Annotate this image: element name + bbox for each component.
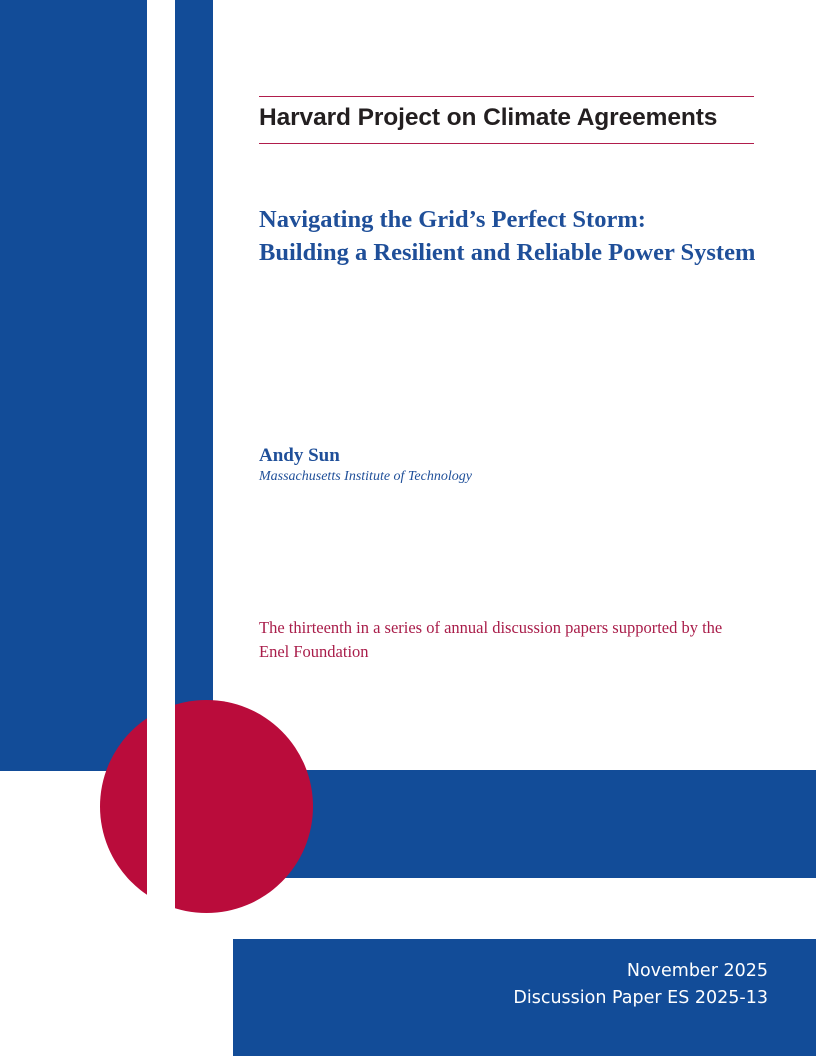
author-name: Andy Sun xyxy=(259,445,340,466)
paper-title-line-2: Building a Resilient and Reliable Power System xyxy=(259,239,756,266)
red-circle-graphic xyxy=(100,700,313,913)
publication-date: November 2025 xyxy=(626,961,768,981)
series-note xyxy=(259,616,779,664)
series-note-line-1: The thirteenth in a series of annual discussion papers supported by the xyxy=(259,618,723,637)
footer-text xyxy=(513,958,768,1012)
header-top-rule xyxy=(259,96,754,97)
vertical-blue-stripe xyxy=(175,0,213,710)
white-gap-stripe xyxy=(147,690,175,920)
author-affiliation: Massachusetts Institute of Technology xyxy=(259,469,472,484)
left-blue-band xyxy=(0,0,147,771)
project-title: Harvard Project on Climate Agreements xyxy=(259,104,718,131)
paper-title-line-1: Navigating the Grid’s Perfect Storm: xyxy=(259,206,646,233)
series-note-line-2: Enel Foundation xyxy=(259,642,369,661)
paper-identifier: Discussion Paper ES 2025-13 xyxy=(513,988,768,1008)
paper-title xyxy=(259,203,799,269)
header-bottom-rule xyxy=(259,143,754,144)
